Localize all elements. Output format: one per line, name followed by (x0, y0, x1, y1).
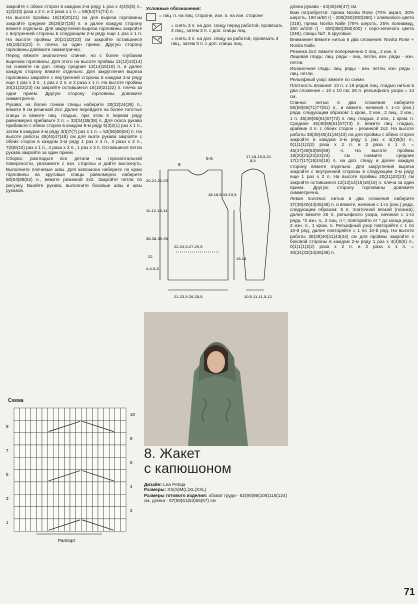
chart-cell (14, 507, 20, 519)
chart-cell (31, 408, 37, 420)
chart-cell (31, 507, 37, 519)
schema-label: 18-18,5-19-19,5 (208, 192, 237, 197)
chart-cell (120, 494, 126, 506)
chart-cell (70, 420, 76, 432)
chart-row-number: 1 (6, 520, 9, 525)
chart-cell (42, 408, 48, 420)
chart-cell (76, 433, 82, 445)
chart-cell (48, 408, 54, 420)
chart-cell (120, 507, 126, 519)
paragraph: Сборка: разгладьте все детали на горизонтальной поверхности, увлажните с изн. стороны и дайте высохнуть. Выполните плечевые швы. Для капюшона наберите по краю горловины на круговые спицы равномерно наберите 80(84)88(92) п., вяжите резинкой 2х2. Закройте петли по рисунку. Вшейте рукава, выполните боковые швы и швы рукавов. (6, 156, 142, 194)
chart-cell (81, 507, 87, 519)
chart-cell (20, 420, 26, 432)
chart-cell (76, 494, 82, 506)
chart-cell (98, 408, 104, 420)
chart-cell (25, 433, 31, 445)
chart-cell (81, 494, 87, 506)
chart-cell (104, 482, 110, 494)
chart-row-number: 3 (6, 496, 9, 501)
chart-cell (120, 519, 126, 531)
chart-cell (31, 470, 37, 482)
chart-cell (20, 457, 26, 469)
model-photo (144, 312, 288, 446)
paragraph: длина рукава - 44(45)46(47) см. (290, 4, 358, 9)
meta-row: Дизайн: Lea Petaja (144, 482, 186, 487)
chart-cell (53, 507, 59, 519)
chart-cell (31, 433, 37, 445)
chart-cell (48, 457, 54, 469)
chart-cell (87, 519, 93, 531)
chart-cell (120, 457, 126, 469)
chart-cell (53, 420, 59, 432)
chart-cell (87, 445, 93, 457)
schema-label: 38-38-39-39 (146, 236, 168, 241)
chart-cell (36, 519, 42, 531)
schema-label: 8,5 (250, 158, 256, 163)
chart-cell (25, 445, 31, 457)
chart-cell (64, 433, 70, 445)
chart-cell (98, 494, 104, 506)
chart-cell (104, 519, 110, 531)
chart-cell (25, 408, 31, 420)
sleeve-outline (240, 169, 270, 280)
chart-cell (92, 408, 98, 420)
chart-cell (48, 507, 54, 519)
chart-cell (53, 494, 59, 506)
legend-text: = лиц. п. на лиц. стороне, изн. п. на изн. стороне (159, 13, 263, 19)
chart-cell (87, 470, 93, 482)
chart-row-number: 9 (6, 424, 9, 429)
chart-cell (70, 494, 76, 506)
schema-label: 13-14 (236, 256, 247, 261)
chart-cell (98, 482, 104, 494)
chart-cell (42, 507, 48, 519)
chart-cell (64, 408, 70, 420)
chart-cell (31, 494, 37, 506)
chart-cell (36, 482, 42, 494)
chart-cell (20, 519, 26, 531)
chart-cell (92, 433, 98, 445)
chart-cell (115, 507, 121, 519)
schema-label: 10,5-11-11,5-12 (244, 294, 272, 299)
chart-cell (70, 519, 76, 531)
chart-cell (64, 445, 70, 457)
chart-cell (25, 470, 31, 482)
chart-cell (115, 420, 121, 432)
paragraph: Изнаночная гладь: лиц. ряды - изн. петли, изн. ряды - лиц. петли. (290, 65, 414, 77)
schema-label: 22 (148, 254, 153, 259)
chart-cell (87, 482, 93, 494)
pattern-title-line2: с капюшоном (144, 460, 232, 476)
chart-cell (53, 445, 59, 457)
schema-label: 20-21-22-23 (146, 178, 168, 183)
chart-cell (48, 482, 54, 494)
chart-cell (81, 408, 87, 420)
meta-row: Размеры: XS(S)M(L)XL(XXL) (144, 487, 207, 493)
chart-cell (25, 507, 31, 519)
chart-cell (53, 519, 59, 531)
chart-cell (36, 420, 42, 432)
chart-row-number: 2 (130, 508, 133, 513)
chart-cell (81, 445, 87, 457)
chart-cell (31, 420, 37, 432)
chart-cell (42, 445, 48, 457)
chart-cell (53, 457, 59, 469)
chart-cell (14, 445, 20, 457)
chart-cell (87, 457, 93, 469)
chart-cell (59, 408, 65, 420)
chart-cell (42, 457, 48, 469)
chart-cell (120, 420, 126, 432)
chart-row-number: 4 (130, 484, 133, 489)
pattern-title-block (144, 446, 290, 596)
paragraph: Рукава: на более тонкие спицы наберите 30(32)34(36) п., вяжите 9 см резинкой 2х2. Далее перейдите на более толстые спицы и вяжите лиц. гладью, при этом в первом ряду равномерно прибавьте 2 п. = 32(34)36(38) п. Для скоса рукава прибавьте с обеих сторон в каждом 8-м ряду 5(3)2(1) раз х 1 п., затем в каждом 4-м ряду 3(5)7(7) раз х 1 п. = 52(56)60(64) п. На высоте работы 45(46)47(48) см для оката рукава закройте с обеих сторон в каждом 2-м ряду 1 раз х 4 п., 3 раза х 2 п., 7(8)9(10) раз х 1 п., 4 раза х 2 п., 1 раз х 3 п. Оставшиеся петли рукава закройте за один прием. (6, 101, 142, 156)
legend-text: = снять 3 п. на доп. спицу за работой, провязать 3 лиц., затем 3 п. с доп. спицы лиц. (171, 35, 279, 46)
legend-row (146, 36, 286, 46)
chart-cell (87, 507, 93, 519)
chart-cell (25, 519, 31, 531)
chart-cell (120, 482, 126, 494)
chart-row-number: 5 (6, 472, 9, 477)
chart-cell (87, 420, 93, 432)
chart-cell (31, 482, 37, 494)
chart-cell (120, 445, 126, 457)
paragraph: Перед вяжите аналогично спинке, но с более глубоким вырезом горловины. Для этого на высоте проймы 11(12)13(14) см снимите на доп. спицу средние 13(14)15(16) п. и далее каждую сторону вяжите отдельно. Для закругления выреза горловины закройте с внутренней стороны в каждом 2-м ряду еще 1 раз х 3 п., 1 раз х 2 п. и 2 раза х 1 п. На высоте проймы 20(21)22(23) см закройте оставшиеся 16(18)21(22) п. плеча за один прием. Другую сторону горловины довяжите симметрично. (6, 53, 142, 102)
meta-row: Размеры готового изделия: обхват груди - 82(90)98(106)116(124) см, длина - 57(59)61(63)65(67) см (144, 492, 287, 504)
chart-cell (36, 494, 42, 506)
chart-cell (53, 482, 59, 494)
pattern-meta (144, 482, 290, 503)
chart-cell (64, 482, 70, 494)
chart-cell (87, 433, 93, 445)
chart-cell (42, 494, 48, 506)
schema-label: 22-24,5-27-29,5 (174, 244, 203, 249)
chart-cell (70, 507, 76, 519)
chart-row-number: 8 (130, 436, 133, 441)
chart-cell (14, 420, 20, 432)
chart-row-number: 7 (6, 448, 9, 453)
chart-cell (115, 445, 121, 457)
chart-cell (104, 420, 110, 432)
chart-cell (64, 494, 70, 506)
chart-cell (36, 445, 42, 457)
chart-cell (20, 482, 26, 494)
pattern-number: 8. (144, 445, 156, 461)
chart-cell (70, 482, 76, 494)
chart-cell (109, 457, 115, 469)
chart-cell (14, 408, 20, 420)
chart-repeat-label: Раппорт (58, 538, 76, 543)
chart-cell (81, 433, 87, 445)
chart-cell (81, 482, 87, 494)
chart-cell (53, 433, 59, 445)
chart-cell (48, 445, 54, 457)
chart-cell (59, 457, 65, 469)
chart-title: Схема (8, 398, 24, 404)
chart-cell (76, 457, 82, 469)
chart-cell (36, 457, 42, 469)
knit-stitch-symbol-icon (146, 13, 156, 21)
chart-cell (53, 470, 59, 482)
chart-cell (20, 494, 26, 506)
chart-cell (104, 494, 110, 506)
chart-cell (20, 445, 26, 457)
chart-cell (76, 482, 82, 494)
chart-cell (120, 408, 126, 420)
pattern-schematic (146, 140, 286, 312)
paragraph: На высоте проймы 18(19)20(21) см для выреза горловины закройте средние 25(26)27(28) п. и далее каждую сторону вяжите отдельно. Для закругления выреза горловины закройте с внутренней стороны в следующем 2-м ряду еще 1 раз х 1 п. На высоте проймы 20(21)22(23) см закройте оставшиеся 16(18)21(22) п. плеча за один прием. Другую сторону горловины довяжите симметрично. (6, 15, 142, 53)
chart-row-number: 6 (130, 460, 133, 465)
chart-cell (64, 457, 70, 469)
paragraph: Левая полочка: нитью в два сложения наберите 37(39)40(43)45(49) п. и вяжите, начиная с 1-го (изн.) ряда, следующим образом: 6 п. платочной вязкой (планка), далее вяжите 26 п. рельефного узора, начиная с 1-го ряда, *2 изн. п., 2 лиц. п.*, повторяйте от * до конца ряда, 2 изн. п., 1 кром. п. Рельефный узор повторяйте с 1 по 10-й ряд, далее повторяйте с 1 по 10-й ряд. На высоте работы 38(39)40(41)43(44) см для проймы закройте с боковой стороны в каждом 2-м ряду 1 раз х 4(4)5(5) п., 0(1)1(1)2(2) раза х 2 п. и 3 раза х 1 п. = 30(31)32(34)36(38) п. (290, 196, 414, 255)
chart-cell (109, 507, 115, 519)
chart-cell (42, 482, 48, 494)
chart-cell (31, 457, 37, 469)
body-outline (168, 170, 228, 280)
chart-cell (25, 420, 31, 432)
chart-cell (42, 519, 48, 531)
chart-cell (76, 507, 82, 519)
chart-cell (92, 482, 98, 494)
chart-cell (20, 470, 26, 482)
chart-cell (42, 420, 48, 432)
chart-cell (87, 408, 93, 420)
chart-cell (70, 457, 76, 469)
cable-right-symbol-icon (146, 36, 168, 44)
chart-cell (20, 408, 26, 420)
paragraph: Плотность вязания: 13 п. х 19 рядов лиц. гладью нитью в два сложения = 10 х 10 см; 26 п. рельефного узора = 14 см. (290, 82, 414, 99)
chart-cell (92, 457, 98, 469)
page-number: 71 (403, 587, 415, 598)
legend-title: Условные обозначения: (146, 6, 202, 11)
chart-cell (109, 482, 115, 494)
chart-cell (115, 433, 121, 445)
chart-cell (36, 470, 42, 482)
knitting-chart (6, 404, 140, 554)
chart-cell (98, 507, 104, 519)
right-text-column (290, 4, 414, 596)
chart-cell (42, 433, 48, 445)
chart-cell (98, 457, 104, 469)
chart-cell (59, 482, 65, 494)
chart-cell (70, 408, 76, 420)
chart-cell (115, 457, 121, 469)
paragraph: Вам потребуется: пряжа Novita Rose (70% акрил, 30% шерсть, 190 м/50 г) - 200(250)300(350) г оливкового цвета (319), пряжа Novita Nalle (75% шерсть, 25% полиамид, 250 м/100 г) - 300(350)350(400) г серо-зеленого цвета (348), спицы №7, 6 круговые. (290, 9, 414, 37)
chart-cell (14, 457, 20, 469)
chart-cell (104, 433, 110, 445)
chart-cell (92, 445, 98, 457)
paragraph: Лицевая гладь: лиц. ряды - лиц. петли, изн. ряды - изн. петли. (290, 54, 414, 65)
chart-cell (70, 445, 76, 457)
chart-cell (42, 470, 48, 482)
legend-row (146, 23, 286, 33)
chart-cell (59, 433, 65, 445)
schema-label: 8 (178, 162, 181, 167)
chart-cell (115, 519, 121, 531)
chart-cell (64, 507, 70, 519)
chart-cell (87, 494, 93, 506)
legend-row (146, 13, 286, 21)
chart-cell (59, 445, 65, 457)
chart-cell (59, 507, 65, 519)
chart-cell (70, 433, 76, 445)
chart-cell (14, 494, 20, 506)
chart-cell (109, 445, 115, 457)
chart-cell (36, 507, 42, 519)
chart-cell (14, 433, 20, 445)
chart-cell (81, 457, 87, 469)
chart-cell (25, 482, 31, 494)
cable-left-symbol-icon (146, 23, 168, 31)
chart-cell (25, 457, 31, 469)
chart-cell (48, 433, 54, 445)
chart-cell (36, 408, 42, 420)
chart-cell (104, 445, 110, 457)
paragraph: Спинка: нитью в два сложения наберите 55(59)65(71)77(81) п., и вяжите, начиная с 1-го (изн.) ряда, следующим образом: 1 кром., 2 изн., 2 лиц., 2 изн., 1 п. 45(49)55(61)67(73) п. лиц. гладью, 2 изн., 1 кром. п. Средние 45(49)55(61)67(73) п. вяжите лиц. гладью, крайние 4 п. с обеих сторон - резинкой 2х2. На высоте работы 38(39)40(41)44(43) см для проймы с обеих сторон закройте в каждом 2-м ряду 1 раз х 4(4)5(5) п., 0(1)1(1)2(2) раза х 2 п. и 3 раза х 1 п. = 45(47)49(53)55(59) п. На высоте проймы 19(20)21(22)23(24) см снимите средние 17(17)17(19)19(19) п. на доп. спицу и далее каждую сторону вяжите отдельно. Для закругления выреза закройте с внутренней стороны в следующем 2-м ряду еще 1 раз х 2 п. На высоте проймы 20(21)22(23) см закройте оставшиеся 12(13)14(15)16(18) п. плеча за один прием. Другую сторону горловины довяжите симметрично. (290, 99, 414, 196)
chart-cell (14, 470, 20, 482)
paragraph: Резинка 2х2: вяжите попеременно 2 лиц., 2 изн. п. (290, 48, 398, 54)
legend-text: = снять 3 п. на доп. спицу перед работой, провязать 3 лиц., затем 3 п. с доп. спицы лиц. (171, 23, 283, 34)
chart-cell (53, 408, 59, 420)
chart-cell (76, 408, 82, 420)
chart-cell (76, 445, 82, 457)
schema-label: 17-18-19,5-21 (246, 154, 272, 159)
chart-cell (31, 445, 37, 457)
chart-cell (48, 494, 54, 506)
chart-cell (92, 507, 98, 519)
chart-cell (104, 408, 110, 420)
chart-cell (20, 507, 26, 519)
paragraph: закройте с обеих сторон в каждом 2-м ряду 1 раз х 4(4)5(5) п., 1(2)2(3) раза х 2 п. и 3 раза х 1 п. = 59(64)71(74) п. (6, 4, 142, 15)
paragraph: Рельефный узор: вяжите по схеме. (290, 77, 366, 83)
chart-cell (70, 470, 76, 482)
schema-label: 21-23,5-26-28,5 (174, 294, 203, 299)
left-text-column (6, 4, 142, 396)
chart-cell (120, 433, 126, 445)
schema-label: 4-4-5-5 (146, 266, 159, 271)
schema-label: 11-12-13-14 (146, 208, 168, 213)
chart-grid (14, 408, 126, 531)
schema-label: 5-6 (206, 156, 213, 161)
paragraph: Внимание! Вяжите нитью в два сложения: Novita Rose + Novita Nalle. (290, 37, 414, 48)
chart-cell (14, 519, 20, 531)
chart-cell (115, 494, 121, 506)
chart-cell (109, 408, 115, 420)
chart-cell (115, 470, 121, 482)
chart-cell (115, 408, 121, 420)
chart-cell (115, 482, 121, 494)
chart-cell (98, 445, 104, 457)
chart-cell (36, 433, 42, 445)
chart-cell (25, 494, 31, 506)
chart-cell (120, 470, 126, 482)
chart-cell (109, 433, 115, 445)
chart-cell (92, 494, 98, 506)
legend (146, 6, 286, 140)
chart-row-number: 10 (130, 412, 135, 417)
model-photo-illustration (144, 312, 288, 446)
chart-cell (14, 482, 20, 494)
chart-cell (98, 433, 104, 445)
chart-cell (104, 457, 110, 469)
pattern-title-line1: Жакет (159, 445, 201, 461)
chart-cell (31, 519, 37, 531)
chart-cell (20, 433, 26, 445)
chart-cell (59, 494, 65, 506)
pattern-title (144, 446, 290, 461)
chart-cell (104, 470, 110, 482)
chart-cell (104, 507, 110, 519)
chart-cell (109, 494, 115, 506)
